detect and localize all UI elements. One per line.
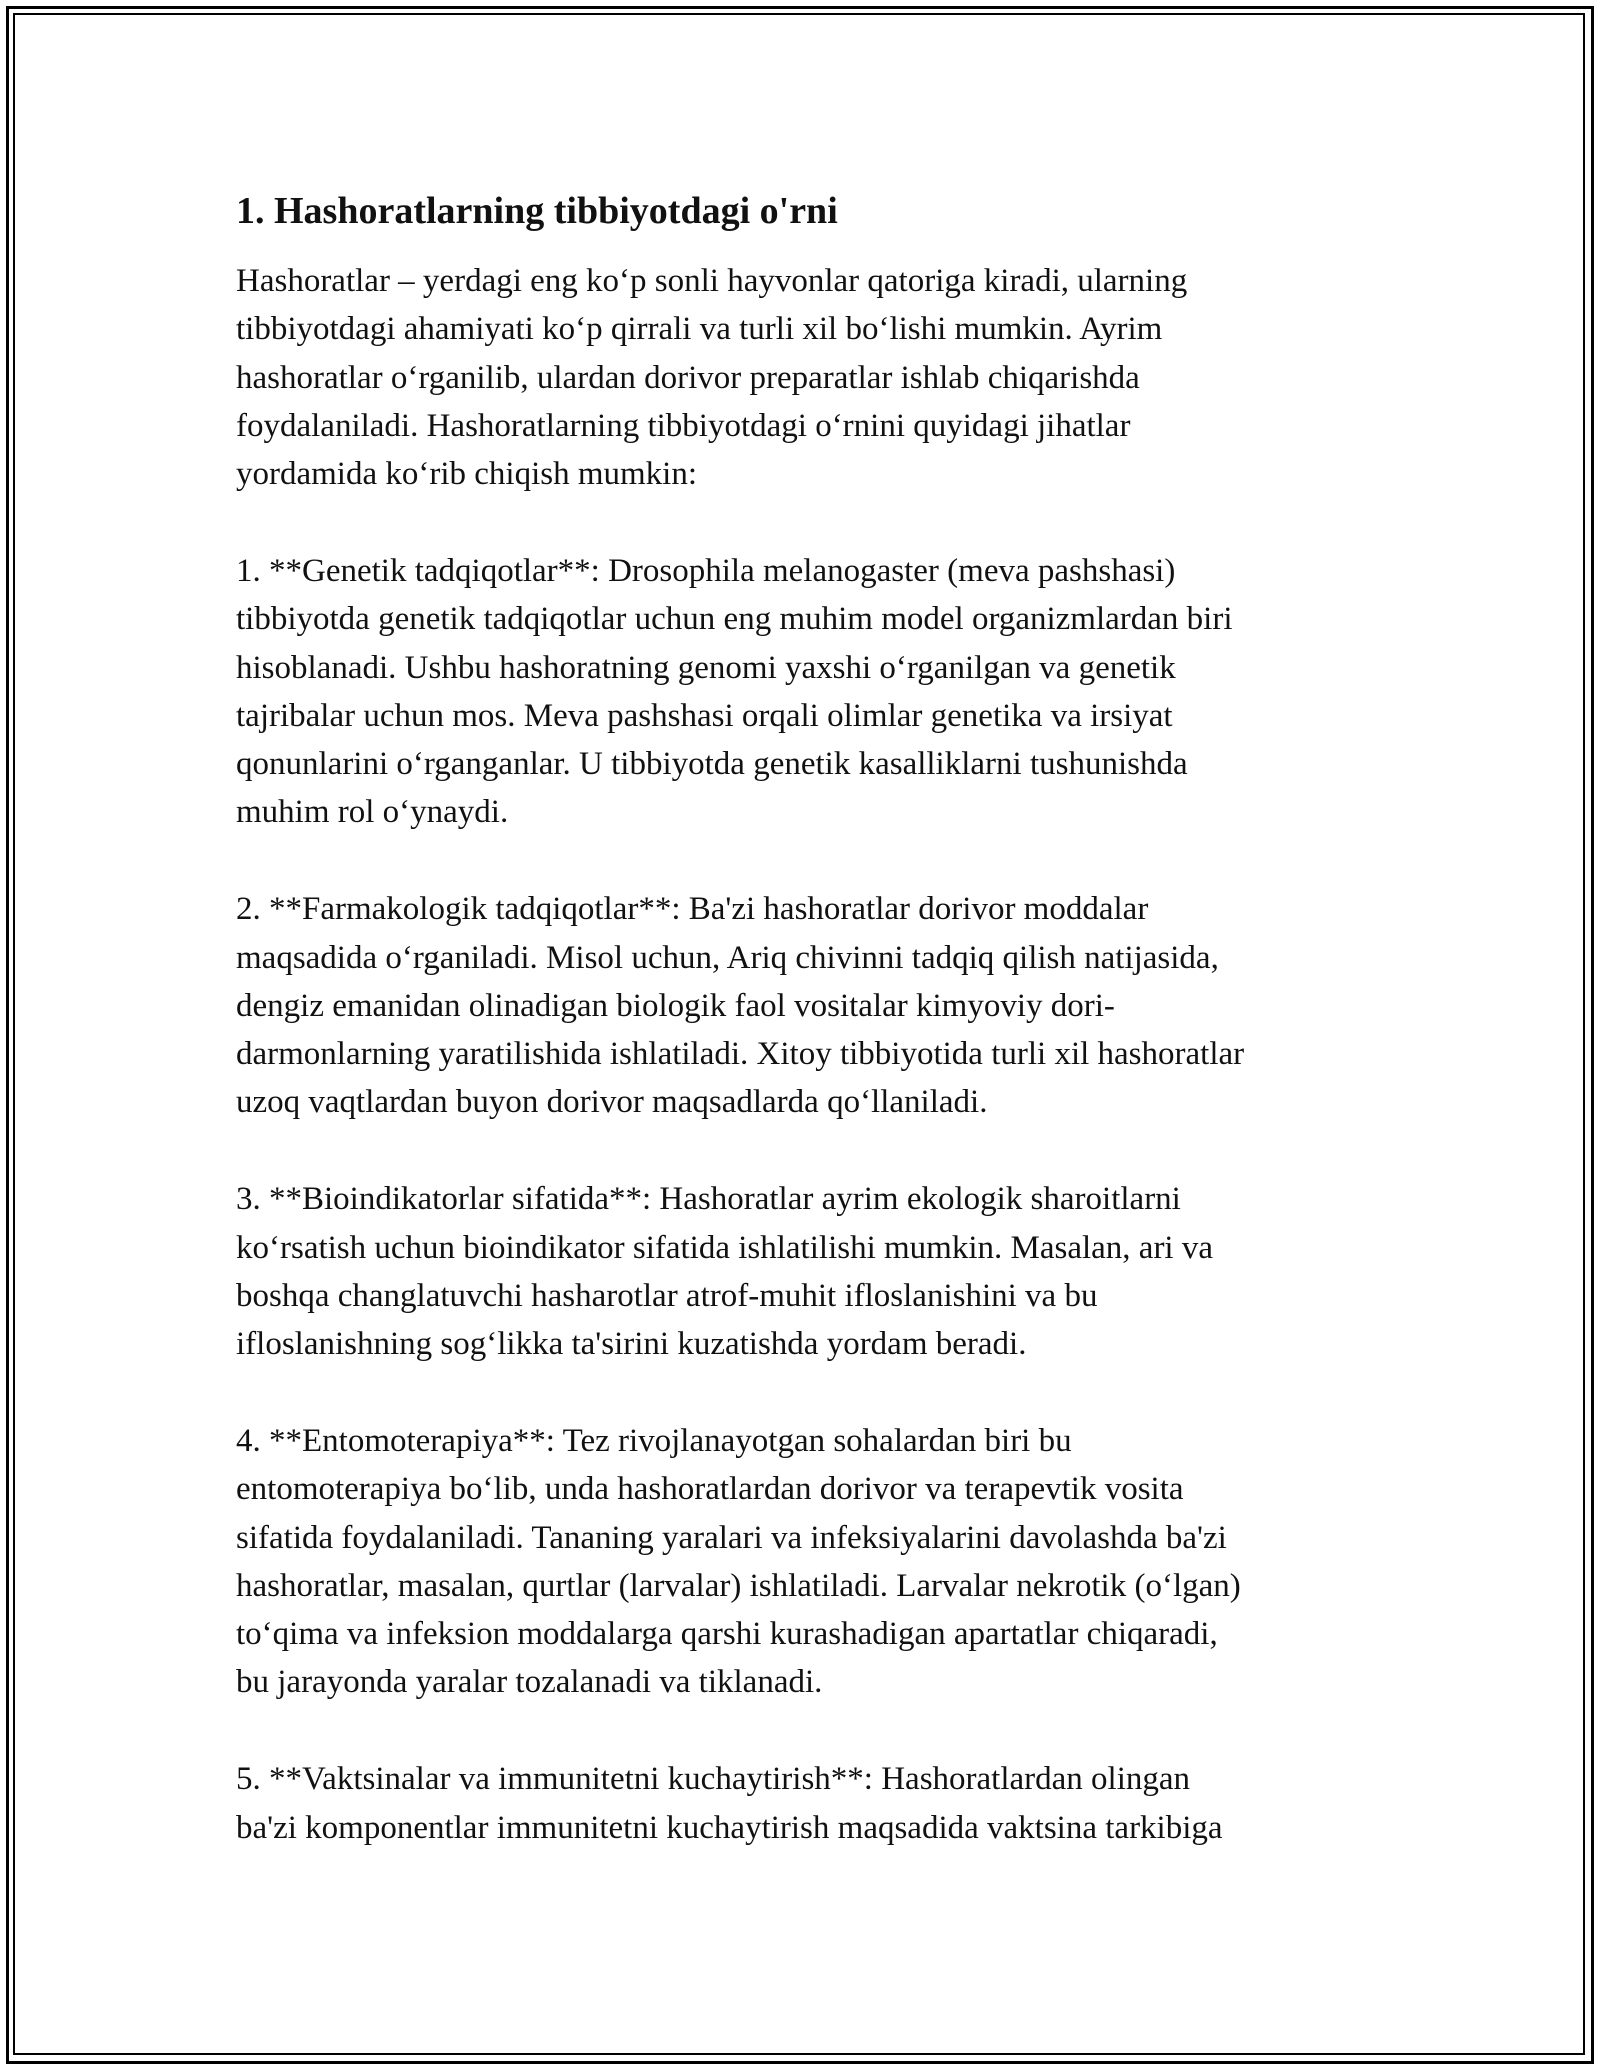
text-line: bu jarayonda yaralar tozalanadi va tiklanadi.	[236, 1664, 823, 1701]
text-line: tibbiyotdagi ahamiyati ko‘p qirrali va turli xil bo‘lishi mumkin. Ayrim	[236, 311, 1163, 348]
text-line: tibbiyotda genetik tadqiqotlar uchun eng muhim model organizmlardan biri	[236, 601, 1233, 638]
text-line: 4. **Entomoterapiya**: Tez rivojlanayotgan sohalardan biri bu	[236, 1422, 1072, 1459]
text-line: uzoq vaqtlardan buyon dorivor maqsadlarda qo‘llaniladi.	[236, 1084, 988, 1121]
document-page	[236, 185, 1366, 1900]
text-line: hashoratlar o‘rganilib, ulardan dorivor preparatlar ishlab chiqarishda	[236, 359, 1140, 396]
document-title: 1. Hashoratlarning tibbiyotdagi o'rni	[236, 190, 838, 232]
text-line: tajribalar uchun mos. Meva pashshasi orqali olimlar genetika va irsiyat	[236, 697, 1173, 734]
genetic-research-paragraph	[236, 547, 1366, 837]
text-line: to‘qima va infeksion moddalarga qarshi kurashadigan apartatlar chiqaradi,	[236, 1616, 1218, 1653]
text-line: sifatida foydalaniladi. Tananing yaralari va infeksiyalarini davolashda ba'zi	[236, 1519, 1227, 1556]
text-line: entomoterapiya bo‘lib, unda hashoratlardan dorivor va terapevtik vosita	[236, 1471, 1184, 1508]
text-line: Hashoratlar – yerdagi eng ko‘p sonli hayvonlar qatoriga kiradi, ularning	[236, 263, 1188, 299]
text-line: hisoblanadi. Ushbu hashoratning genomi yaxshi o‘rganilgan va genetik	[236, 649, 1176, 686]
text-line: 3. **Bioindikatorlar sifatida**: Hashoratlar ayrim ekologik sharoitlarni	[236, 1181, 1181, 1218]
text-line: ifloslanishning sog‘likka ta'sirini kuzatishda yordam beradi.	[236, 1326, 1027, 1363]
entomotherapy-paragraph	[236, 1417, 1366, 1707]
text-line: hashoratlar, masalan, qurtlar (larvalar) ishlatiladi. Larvalar nekrotik (o‘lgan)	[236, 1567, 1241, 1604]
pharmacological-research-paragraph	[236, 885, 1366, 1126]
vaccines-paragraph	[236, 1755, 1366, 1852]
bioindicators-paragraph	[236, 1175, 1366, 1368]
text-line: foydalaniladi. Hashoratlarning tibbiyotdagi o‘rnini quyidagi jihatlar	[236, 407, 1131, 444]
text-line: dengiz emanidan olinadigan biologik faol vositalar kimyoviy dori-	[236, 987, 1115, 1024]
text-line: ba'zi komponentlar immunitetni kuchaytirish maqsadida vaktsina tarkibiga	[236, 1809, 1223, 1846]
text-line: maqsadida o‘rganiladi. Misol uchun, Ariq chivinni tadqiq qilish natijasida,	[236, 939, 1219, 976]
text-line: ko‘rsatish uchun bioindikator sifatida ishlatilishi mumkin. Masalan, ari va	[236, 1229, 1213, 1266]
text-line: muhim rol o‘ynaydi.	[236, 794, 509, 831]
text-line: yordamida ko‘rib chiqish mumkin:	[236, 456, 698, 493]
text-line: boshqa changlatuvchi hasharotlar atrof-muhit ifloslanishini va bu	[236, 1277, 1098, 1314]
text-line: 2. **Farmakologik tadqiqotlar**: Ba'zi hashoratlar dorivor moddalar	[236, 891, 1149, 928]
text-line: 5. **Vaktsinalar va immunitetni kuchaytirish**: Hashoratlardan olingan	[236, 1761, 1191, 1798]
text-line: qonunlarini o‘rganganlar. U tibbiyotda genetik kasalliklarni tushunishda	[236, 746, 1188, 783]
text-line: 1. **Genetik tadqiqotlar**: Drosophila melanogaster (meva pashshasi)	[236, 552, 1176, 589]
text-line: darmonlarning yaratilishida ishlatiladi. Xitoy tibbiyotida turli xil hashoratlar	[236, 1036, 1245, 1073]
intro-paragraph	[236, 257, 1366, 498]
